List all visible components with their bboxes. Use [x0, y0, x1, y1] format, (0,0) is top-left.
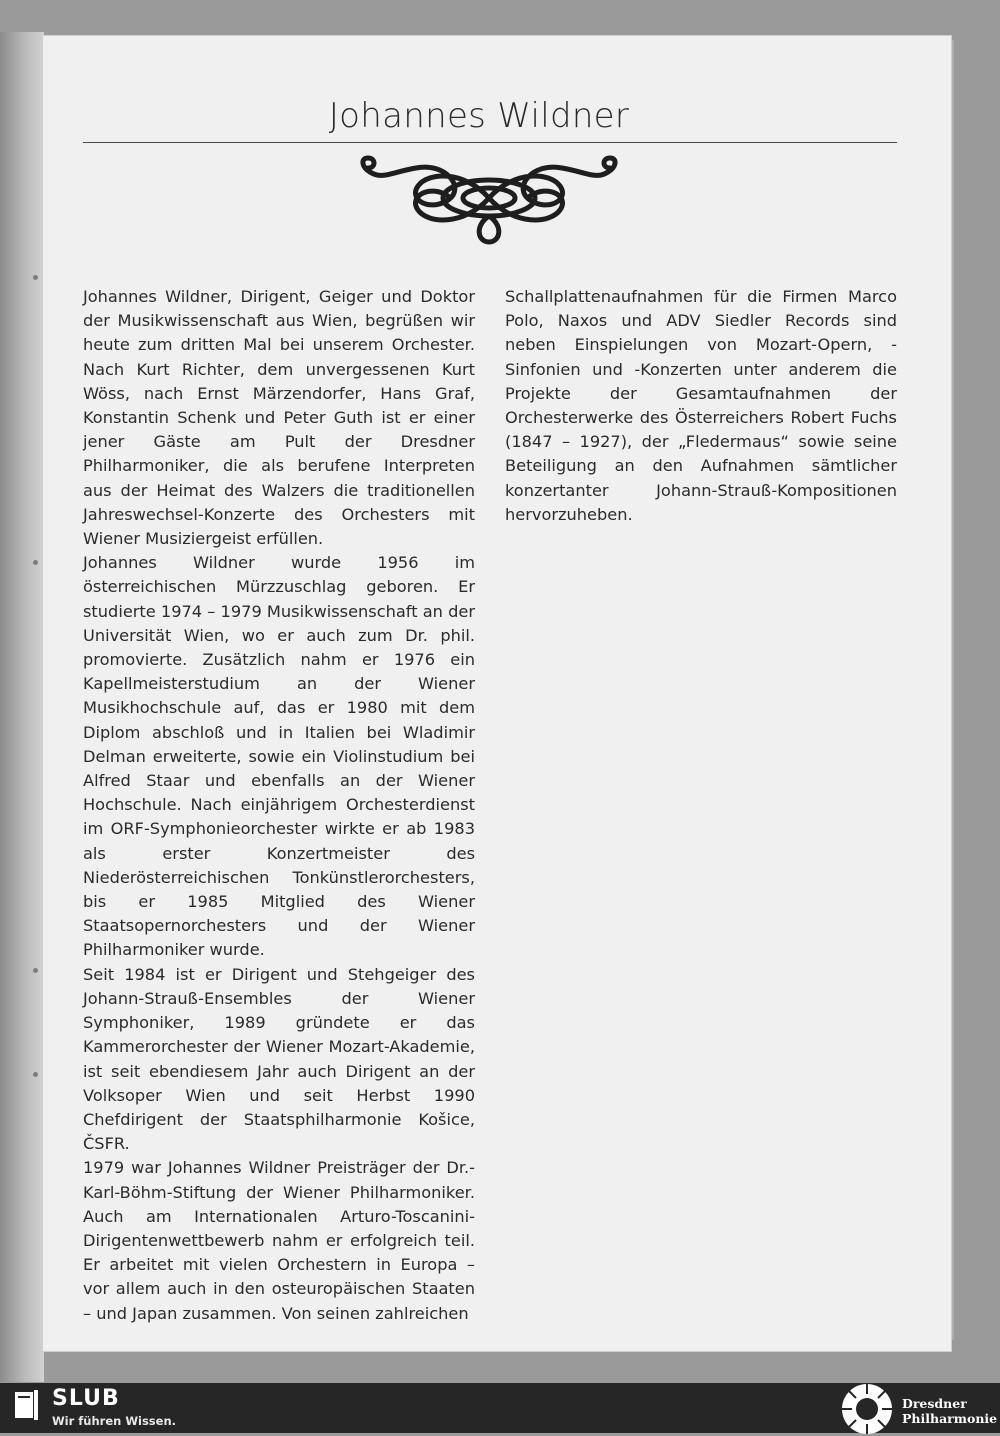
- starburst-ring-icon: [840, 1382, 894, 1436]
- slub-tagline: Wir führen Wissen.: [52, 1414, 177, 1428]
- paragraph: Seit 1984 ist er Dirigent und Stehgeiger des Johann-Strauß-Ensembles der Wiener Symphoniker, 1989 gründete er das Kammerorchester der Wiener Mozart-Akademie, ist seit ebendiesem Jahr auch Dirigent an der Volksoper Wien und seit Herbst 1990 Chefdirigent der Staatsphilharmonie Košice, ČSFR.: [83, 964, 475, 1154]
- paragraph: Schallplattenaufnahmen für die Firmen Marco Polo, Naxos und ADV Siedler Records sind neben Einspielungen von Mozart-Opern, -Sinfonien und -Konzerten unter anderem die Projekte der Gesamtaufnahmen der Orchesterwerke des Österreichers Robert Fuchs (1847 – 1927), der „Fledermaus“ sowie seine Beteiligung an den Aufnahmen sämtlicher konzertanter Johann-Strauß-Kompositionen hervorzuheben.: [505, 287, 897, 524]
- paragraph: Johannes Wildner wurde 1956 im österreichischen Mürzzuschlag geboren. Er studierte 1974 – 1979 Musikwissenschaft an der Universität Wien, wo er auch zum Dr. phil. promovierte. Zusätzlich nahm er 1976 ein Kapellmeisterstudium an der Wiener Musikhochschule auf, das er 1980 mit dem Diplom abschloß und in Italien bei Wladimir Delman erweiterte, sowie ein Violinstudium bei Alfred Staar und ebenfalls an der Wiener Hochschule. Nach einjährigem Orchesterdienst im ORF-Symphonieorchester wirkte er ab 1983 als erster Konzertmeister des Niederösterreichischen Tonkünstlerorchesters, bis er 1985 Mitglied des Wiener Staatsopernorchesters und der Wiener Philharmoniker wurde.: [83, 553, 475, 960]
- binding-hole: [33, 1072, 38, 1077]
- text-column-left: [83, 285, 475, 1326]
- partner-name-line2: Philharmonie: [902, 1411, 998, 1426]
- slub-name: SLUB: [52, 1386, 120, 1411]
- binding-hole: [33, 275, 38, 280]
- binding-hole: [33, 968, 38, 973]
- page-title: Johannes Wildner: [328, 96, 630, 136]
- slub-book-icon: [14, 1389, 40, 1421]
- paragraph: Johannes Wildner, Dirigent, Geiger und Doktor der Musikwissenschaft aus Wien, begrüßen wir heute zum dritten Mal bei unserem Orchester. Nach Kurt Richter, dem unvergessenen Kurt Wöss, nach Ernst Märzendorfer, Hans Graf, Konstantin Schenk und Peter Guth ist er einer jener Gäste am Pult der Dresdner Philharmoniker, die als berufene Interpreten aus der Heimat des Walzers die traditionellen Jahreswechsel-Konzerte des Orchesters mit Wiener Musiziergeist erfüllen.: [83, 287, 475, 549]
- scan-background-edge: [0, 32, 44, 1382]
- paragraph: 1979 war Johannes Wildner Preisträger der Dr.-Karl-Böhm-Stiftung der Wiener Philharmoniker. Auch am Internationalen Arturo-Toscanini-Dirigentenwettbewerb nahm er erfolgreich teil. Er arbeitet mit vielen Orchestern in Europa – vor allem auch in den osteuropäischen Staaten – und Japan zusammen. Von seinen zahlreichen: [83, 1158, 475, 1323]
- text-column-right: [505, 285, 897, 527]
- title-rule: [83, 142, 897, 143]
- binding-hole: [33, 560, 38, 565]
- decorative-knot-ornament-icon: [356, 150, 622, 246]
- partner-name-line1: Dresdner: [902, 1396, 967, 1411]
